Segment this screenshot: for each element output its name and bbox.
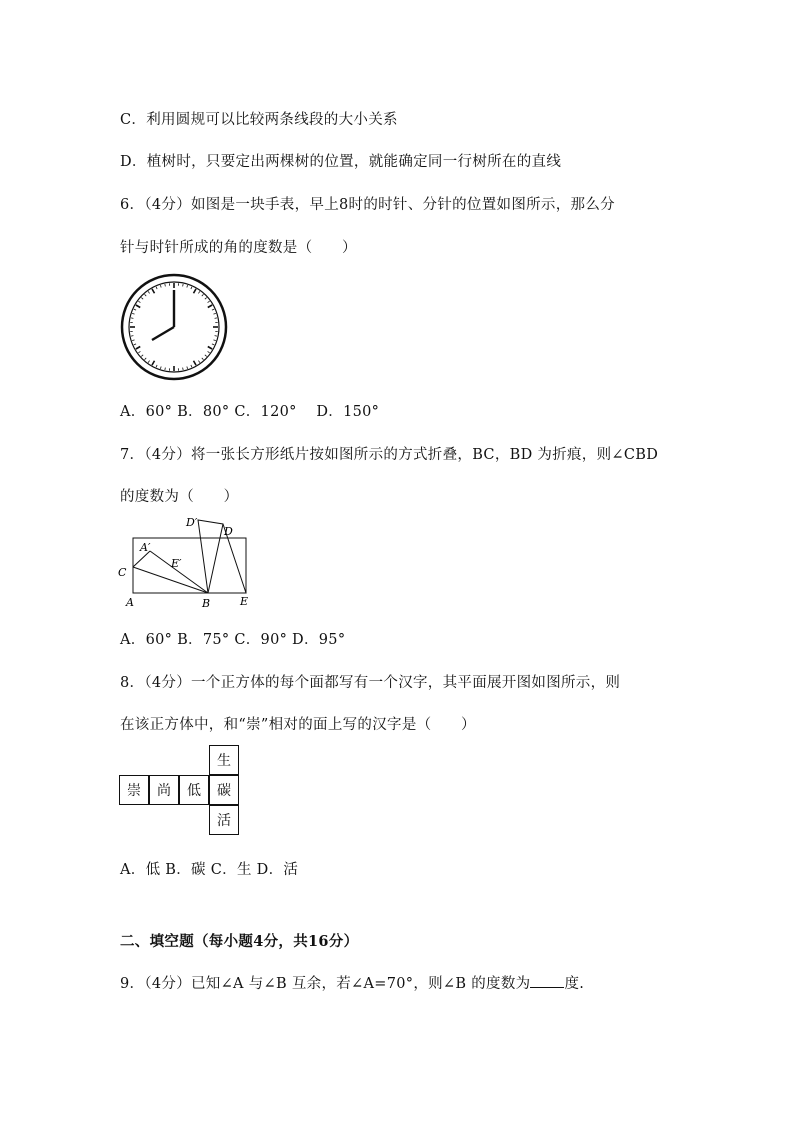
clock-hour-tick (194, 289, 197, 293)
q9-answer-blank (530, 975, 564, 988)
clock-hour-tick (152, 361, 155, 365)
clock-minute-tick (183, 284, 184, 286)
clock-minute-tick (191, 365, 192, 367)
clock-minute-tick (165, 284, 166, 286)
clock-minute-tick (208, 301, 210, 302)
q6-options: A．60° B．80° C．120° D．150° (120, 404, 380, 420)
clock-minute-tick (212, 309, 214, 310)
label-b: B (202, 597, 211, 610)
clock-hour-tick (194, 361, 197, 365)
q8-stem-line1: 8．（4分）一个正方体的每个面都写有一个汉字，其平面展开图如图所示，则 (120, 675, 621, 691)
clock-minute-tick (165, 368, 166, 370)
label-c: C (118, 566, 127, 579)
q7-options: A．60° B．75° C．90° D．95° (120, 632, 346, 648)
clock-minute-tick (156, 287, 157, 289)
q9-text-after: 度. (564, 976, 585, 992)
clock-minute-tick (205, 355, 207, 357)
clock-minute-tick (148, 291, 149, 293)
clock-figure (118, 273, 230, 383)
clock-minute-tick (131, 336, 133, 337)
label-e-prime: E′ (171, 557, 182, 570)
clock-minute-tick (208, 351, 210, 352)
label-a: A (126, 596, 134, 609)
clock-minute-tick (138, 351, 140, 352)
clock-minute-tick (134, 309, 136, 310)
label-a-prime: A′ (140, 541, 151, 554)
clock-minute-tick (202, 358, 204, 360)
edge-b-d (208, 524, 223, 593)
clock-minute-tick (215, 318, 217, 319)
clock-hour-tick (208, 305, 212, 308)
clock-minute-tick (145, 294, 147, 296)
clock-minute-tick (148, 361, 149, 363)
net-cell-1: 崇 (119, 775, 149, 805)
clock-minute-tick (131, 318, 133, 319)
clock-minute-tick (213, 340, 215, 341)
hour-hand (152, 327, 174, 340)
clock-hour-tick (152, 289, 155, 293)
net-cell-3: 低 (179, 775, 209, 805)
clock-minute-tick (198, 291, 199, 293)
clock-minute-tick (138, 301, 140, 302)
q6-stem-line2: 针与时针所成的角的度数是（ ） (120, 240, 357, 256)
clock-minute-tick (132, 313, 134, 314)
clock-hour-tick (208, 347, 212, 350)
q7-stem-line2: 的度数为（ ） (120, 489, 239, 505)
q7-stem-line1: 7．（4分）将一张长方形纸片按如图所示的方式折叠，BC，BD 为折痕，则∠CBD (120, 447, 659, 463)
clock-minute-tick (202, 294, 204, 296)
clock-minute-tick (160, 285, 161, 287)
clock-minute-tick (205, 298, 207, 300)
folding-figure (114, 512, 264, 612)
clock-minute-tick (141, 298, 143, 300)
q8-stem-line2: 在该正方体中，和“崇”相对的面上写的汉字是（ ） (120, 717, 476, 733)
section-2-title: 二、填空题（每小题4分，共16分） (120, 933, 359, 950)
net-cell-top: 生 (209, 745, 239, 775)
clock-hour-tick (136, 347, 140, 350)
clock-minute-tick (183, 368, 184, 370)
clock-minute-tick (215, 336, 217, 337)
q6-stem-line1: 6．（4分）如图是一块手表，早上8时的时针、分针的位置如图所示，那么分 (120, 197, 615, 213)
clock-minute-tick (212, 344, 214, 345)
label-e: E (240, 595, 249, 608)
clock-minute-tick (187, 285, 188, 287)
q9-text-before: 9．（4分）已知∠A 与∠B 互余，若∠A=70°，则∠B 的度数为 (120, 976, 531, 992)
clock-minute-tick (156, 365, 157, 367)
clock-hour-tick (136, 305, 140, 308)
q9-stem (120, 972, 584, 993)
clock-minute-tick (141, 355, 143, 357)
clock-minute-tick (134, 344, 136, 345)
label-d: D (224, 525, 233, 538)
net-cell-2: 尚 (149, 775, 179, 805)
clock-minute-tick (198, 361, 199, 363)
label-d-prime: D′ (186, 516, 198, 529)
q5-option-c: C．利用圆规可以比较两条线段的大小关系 (120, 112, 398, 128)
clock-minute-tick (187, 366, 188, 368)
net-cell-4: 碳 (209, 775, 239, 805)
clock-minute-tick (213, 313, 215, 314)
clock-minute-tick (145, 358, 147, 360)
fold-line-cb (133, 567, 208, 593)
q8-options: A．低 B．碳 C．生 D．活 (120, 862, 299, 878)
clock-minute-tick (160, 366, 161, 368)
clock-minute-tick (191, 287, 192, 289)
net-cell-bottom: 活 (209, 805, 239, 835)
q5-option-d: D．植树时，只要定出两棵树的位置，就能确定同一行树所在的直线 (120, 154, 562, 170)
clock-minute-tick (132, 340, 134, 341)
